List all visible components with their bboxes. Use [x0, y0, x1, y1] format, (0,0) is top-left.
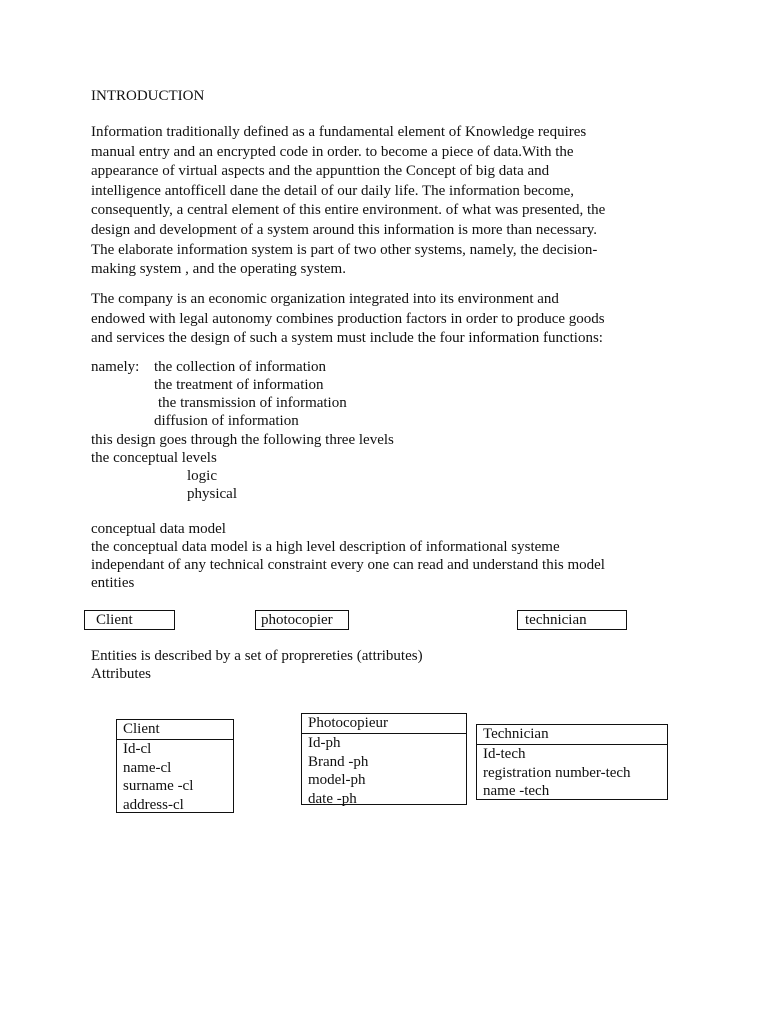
entity-box-photocopier — [255, 610, 349, 630]
level-item: physical — [187, 486, 237, 502]
function-item: the treatment of information — [154, 377, 324, 393]
attributes-heading: Attributes — [91, 666, 151, 682]
entity-table-technician — [476, 724, 668, 800]
function-item: diffusion of information — [154, 413, 299, 429]
paragraph-line: manual entry and an encrypted code in order. to become a piece of data.With the — [91, 143, 574, 160]
entity-table-header: Client — [117, 720, 233, 740]
function-item: the transmission of information — [158, 395, 347, 411]
intro-paragraph — [91, 123, 681, 280]
cdm-line: independant of any technical constraint every one can read and understand this model — [91, 557, 605, 573]
cdm-line: the conceptual data model is a high level description of informational systeme — [91, 539, 560, 555]
entity-box-client — [84, 610, 175, 630]
entity-attribute: address-cl — [123, 796, 184, 813]
entity-attribute: registration number-tech — [483, 764, 631, 781]
paragraph-line: The company is an economic organization integrated into its environment and — [91, 291, 559, 307]
entity-box-technician — [517, 610, 627, 630]
entity-attribute: Id-cl — [123, 741, 152, 757]
paragraph-line: design and development of a system around this information is more than necessary. — [91, 221, 597, 238]
entity-attribute: Id-tech — [483, 746, 526, 762]
entity-box-label: technician — [525, 612, 587, 628]
entity-table-header: Photocopieur — [302, 714, 466, 734]
function-item: the collection of information — [154, 359, 327, 375]
entity-attribute: Id-ph — [308, 735, 341, 751]
paragraph-line: consequently, a central element of this entire environment. of what was presented, the — [91, 202, 606, 219]
entity-attribute: surname -cl — [123, 778, 194, 794]
paragraph-line: making system , and the operating system. — [91, 261, 346, 278]
page-title: INTRODUCTION — [91, 88, 205, 104]
level-item: logic — [187, 468, 217, 484]
paragraph-line: Information traditionally defined as a fundamental element of Knowledge requires — [91, 124, 587, 140]
entity-attribute: date -ph — [308, 790, 357, 807]
levels-intro: this design goes through the following three levels — [91, 432, 394, 448]
cdm-line: entities — [91, 575, 135, 591]
entity-attribute: name-cl — [123, 759, 172, 776]
entity-box-label: photocopier — [261, 612, 333, 628]
attributes-description: Entities is described by a set of proprereties (attributes) — [91, 648, 423, 664]
entity-box-label: Client — [96, 612, 133, 628]
cdm-heading: conceptual data model — [91, 521, 226, 537]
entity-attribute: model-ph — [308, 772, 366, 788]
paragraph-line: The elaborate information system is part of two other systems, namely, the decision- — [91, 241, 598, 258]
paragraph-line: appearance of virtual aspects and the appunttion the Concept of big data and — [91, 163, 550, 180]
entity-table-header: Technician — [477, 725, 667, 745]
entity-table-photocopieur — [301, 713, 467, 805]
entity-attribute: Brand -ph — [308, 753, 369, 770]
paragraph-line: intelligence antofficell dane the detail of our daily life. The information become, — [91, 182, 575, 199]
functions-prefix: namely: — [91, 359, 140, 375]
entity-attribute: name -tech — [483, 783, 550, 799]
company-paragraph — [91, 290, 681, 349]
paragraph-line: and services the design of such a system must include the four information functions: — [91, 330, 603, 346]
paragraph-line: endowed with legal autonomy combines production factors in order to produce goods — [91, 310, 605, 327]
level-item: the conceptual levels — [91, 450, 217, 466]
entity-table-client — [116, 719, 234, 813]
